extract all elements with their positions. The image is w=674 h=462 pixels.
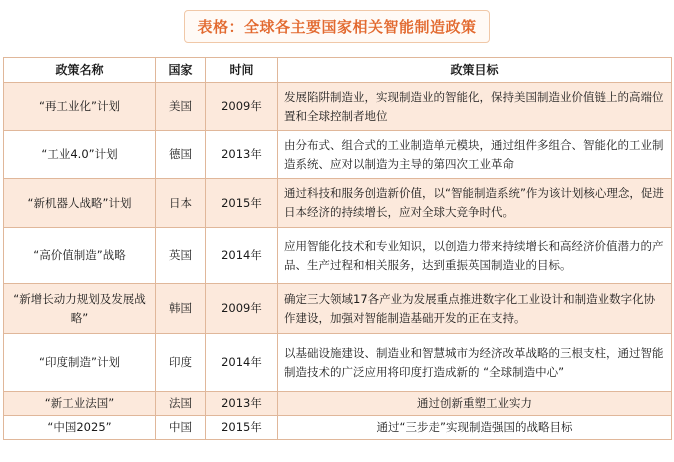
time-cell: 2014年: [206, 228, 278, 284]
country-cell: 印度: [156, 334, 206, 392]
goal-cell: 应用智能化技术和专业知识，以创造力带来持续增长和高经济价值潜力的产品、生产过程和相关服务，达到重振英国制造业的目标。: [278, 228, 672, 284]
table-row: [4, 228, 672, 284]
policy-name-cell: “新工业法国”: [4, 392, 156, 416]
goal-cell: 发展陷阱制造业，实现制造业的智能化，保持美国制造业价值链上的高端位置和全球控制者地位: [278, 83, 672, 131]
title-area: [0, 0, 674, 52]
header-goal: 政策目标: [278, 58, 672, 83]
country-cell: 法国: [156, 392, 206, 416]
table-row: [4, 179, 672, 228]
country-cell: 日本: [156, 179, 206, 228]
policy-name-cell: “中国2025”: [4, 416, 156, 440]
policy-name-cell: “再工业化”计划: [4, 83, 156, 131]
country-cell: 韩国: [156, 284, 206, 334]
policy-name-cell: “新增长动力规划及发展战略”: [4, 284, 156, 334]
country-cell: 德国: [156, 131, 206, 179]
header-time: 时间: [206, 58, 278, 83]
time-cell: 2014年: [206, 334, 278, 392]
policy-name-cell: “高价值制造”战略: [4, 228, 156, 284]
time-cell: 2009年: [206, 83, 278, 131]
time-cell: 2015年: [206, 416, 278, 440]
goal-cell: 由分布式、组合式的工业制造单元模块，通过组件多组合、智能化的工业制造系统、应对以制造为主导的第四次工业革命: [278, 131, 672, 179]
time-cell: 2013年: [206, 392, 278, 416]
policy-table: [3, 57, 672, 440]
table-row: [4, 392, 672, 416]
policy-name-cell: “印度制造”计划: [4, 334, 156, 392]
goal-cell: 确定三大领域17各产业为发展重点推进数字化工业设计和制造业数字化协作建设，加强对智能制造基础开发的正在支持。: [278, 284, 672, 334]
time-cell: 2009年: [206, 284, 278, 334]
policy-name-cell: “新机器人战略”计划: [4, 179, 156, 228]
table-row: [4, 83, 672, 131]
goal-cell: 以基础设施建设、制造业和智慧城市为经济改革战略的三根支柱，通过智能制造技术的广泛应用将印度打造成新的 “全球制造中心”: [278, 334, 672, 392]
table-row: [4, 131, 672, 179]
time-cell: 2013年: [206, 131, 278, 179]
header-row: [4, 58, 672, 83]
goal-cell: 通过科技和服务创造新价值，以“智能制造系统”作为该计划核心理念，促进日本经济的持续增长，应对全球大竞争时代。: [278, 179, 672, 228]
country-cell: 美国: [156, 83, 206, 131]
country-cell: 英国: [156, 228, 206, 284]
table-title: 表格：全球各主要国家相关智能制造政策: [184, 10, 489, 43]
time-cell: 2015年: [206, 179, 278, 228]
header-policy-name: 政策名称: [4, 58, 156, 83]
country-cell: 中国: [156, 416, 206, 440]
header-country: 国家: [156, 58, 206, 83]
goal-cell: 通过“三步走”实现制造强国的战略目标: [278, 416, 672, 440]
goal-cell: 通过创新重塑工业实力: [278, 392, 672, 416]
table-row: [4, 416, 672, 440]
policy-name-cell: “工业4.0”计划: [4, 131, 156, 179]
table-row: [4, 284, 672, 334]
table-row: [4, 334, 672, 392]
